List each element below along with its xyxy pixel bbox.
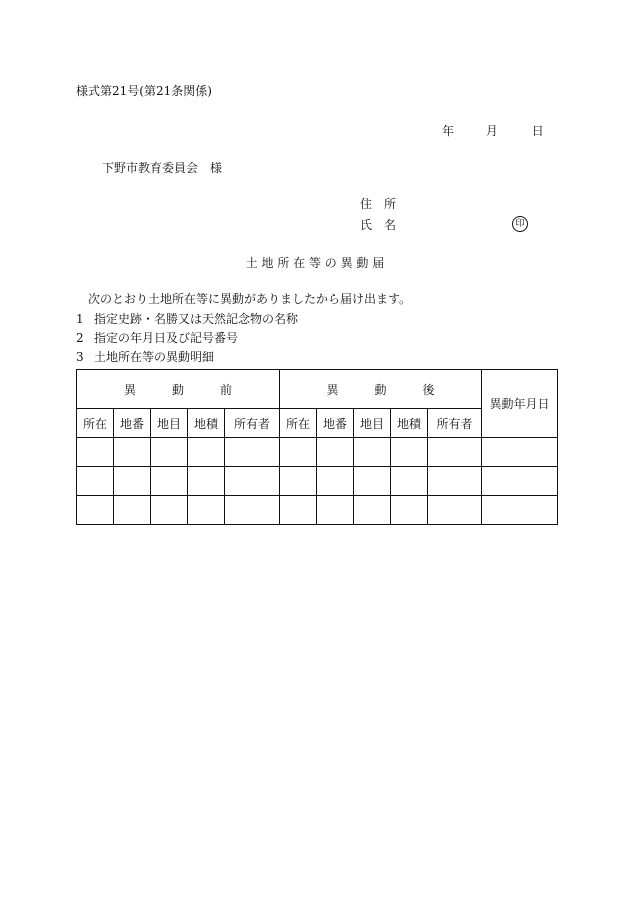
column-header: 地目: [151, 409, 188, 438]
table-cell[interactable]: [225, 467, 280, 496]
form-number: 様式第21号(第21条関係): [76, 84, 212, 98]
table-cell[interactable]: [354, 496, 391, 525]
list-item: [76, 312, 298, 326]
group-header-before: 異 動 前: [77, 370, 280, 409]
table-cell[interactable]: [317, 438, 354, 467]
date-month-label: 月: [485, 124, 498, 138]
item-text: 指定史跡・名勝又は天然記念物の名称: [94, 312, 299, 326]
table-row: [77, 438, 558, 467]
intro-text: 次のとおり土地所在等に異動がありましたから届け出ます。: [88, 292, 412, 306]
table-cell[interactable]: [77, 496, 114, 525]
table-cell[interactable]: [280, 467, 317, 496]
list-item: [76, 350, 214, 364]
column-header: 地番: [114, 409, 151, 438]
table-cell[interactable]: [391, 467, 428, 496]
date-line: [442, 124, 544, 138]
column-header: 地番: [317, 409, 354, 438]
table-cell[interactable]: [225, 438, 280, 467]
table-cell[interactable]: [317, 467, 354, 496]
table-cell[interactable]: [354, 467, 391, 496]
table-cell[interactable]: [188, 496, 225, 525]
column-header: 所在: [77, 409, 114, 438]
column-header: 所有者: [225, 409, 280, 438]
item-number: 3: [76, 350, 84, 364]
item-text: 土地所在等の異動明細: [94, 350, 215, 364]
table-cell[interactable]: [151, 496, 188, 525]
table-cell[interactable]: [482, 438, 558, 467]
table-cell[interactable]: [482, 467, 558, 496]
change-table: [76, 369, 558, 525]
column-header: 地積: [391, 409, 428, 438]
table-cell[interactable]: [391, 438, 428, 467]
table-cell[interactable]: [151, 467, 188, 496]
table-cell[interactable]: [428, 496, 482, 525]
table-row: [77, 467, 558, 496]
item-number: 1: [76, 312, 84, 326]
column-header: 地積: [188, 409, 225, 438]
item-number: 2: [76, 331, 84, 345]
table-cell[interactable]: [280, 496, 317, 525]
addressee: 下野市教育委員会 様: [102, 161, 223, 175]
table-cell[interactable]: [225, 496, 280, 525]
table-cell[interactable]: [77, 467, 114, 496]
name-label: 氏 名: [360, 218, 397, 232]
table-cell[interactable]: [114, 467, 151, 496]
date-day-label: 日: [531, 124, 544, 138]
list-item: [76, 331, 238, 345]
table-cell[interactable]: [114, 438, 151, 467]
table-cell[interactable]: [77, 438, 114, 467]
table-cell[interactable]: [114, 496, 151, 525]
table-cell[interactable]: [482, 496, 558, 525]
address-label: 住 所: [360, 197, 397, 211]
seal-icon: 印: [512, 216, 528, 232]
document-title: 土 地 所 在 等 の 異 動 届: [245, 256, 385, 270]
column-header: 地目: [354, 409, 391, 438]
table-cell[interactable]: [428, 438, 482, 467]
table-cell[interactable]: [188, 467, 225, 496]
table-row: [77, 496, 558, 525]
table-cell[interactable]: [391, 496, 428, 525]
column-header: 所有者: [428, 409, 482, 438]
column-header: 所在: [280, 409, 317, 438]
table-cell[interactable]: [317, 496, 354, 525]
table-cell[interactable]: [280, 438, 317, 467]
table-cell[interactable]: [428, 467, 482, 496]
item-text: 指定の年月日及び記号番号: [94, 331, 239, 345]
date-year-label: 年: [442, 124, 455, 138]
table-cell[interactable]: [151, 438, 188, 467]
change-date-header: 異動年月日: [482, 370, 558, 438]
table-cell[interactable]: [354, 438, 391, 467]
group-header-after: 異 動 後: [280, 370, 482, 409]
table-cell[interactable]: [188, 438, 225, 467]
